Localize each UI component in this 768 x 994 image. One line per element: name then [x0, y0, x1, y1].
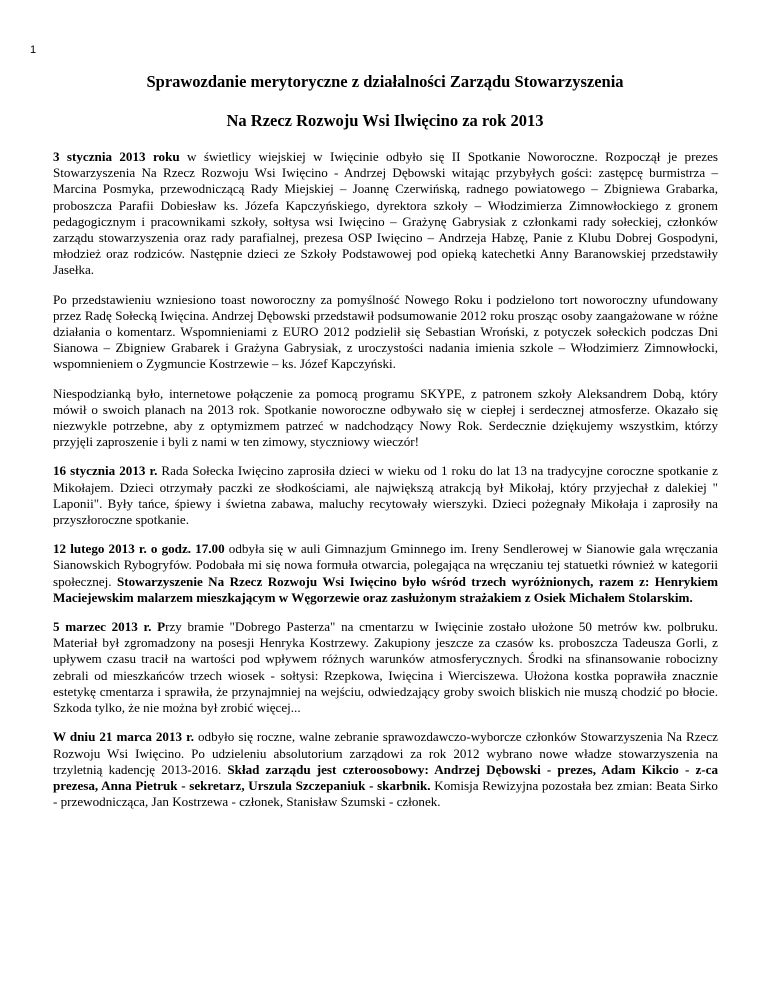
- paragraph-toast: [53, 292, 718, 373]
- page-number: 1: [30, 44, 37, 56]
- paragraph-highlight: Stowarzyszenie Na Rzecz Rozwoju Wsi Iwięcino było wśród trzech wyróżnionych, razem z: Henrykiem Maciejewskim malarzem mieszkającym w Węgorzewie oraz zasłużonym strażakiem z Osiek Michałem Stolarskim.: [53, 573, 718, 605]
- paragraph-highlight: Skład zarządu jest czteroosobowy: Andrzej Dębowski - prezes, Adam Kikcio - z-ca prezesa, Anna Pietruk - sekretarz, Urszula Szczepaniuk - skarbnik.: [53, 761, 719, 793]
- paragraph-text-tail: Komisja Rewizyjna pozostała bez zmian: Beata Sirko - przewodnicząca, Jan Kostrzewa - członek, Stanisław Szumski - członek.: [53, 777, 718, 810]
- paragraph-text: Po przedstawieniu wzniesiono toast noworoczny za pomyślność Nowego Roku i podzielono tort noworoczny ufundowany przez Radę Sołecką Iwięcina. Andrzej Dębowski przedstawił podsumowanie 2012 roku prosząc osoby zaangażowane w różne działania o komentarz. Wspomnieniami z EURO 2012 podzielił się Sebastian Wroński, z potyczek sołeckich podczas Dni Sianowa – Zbigniew Grabarek i Grażyna Gabrysiak, z uroczystości nadania imienia szkole – Włodzimierz Zimnowłocki, wspomnieniem o Zygmuncie Kostrzewie – ks. Józef Kapczyński.: [53, 291, 718, 372]
- paragraph-date: 12 lutego 2013 r. o godz. 17.00: [53, 541, 225, 557]
- paragraph-text: Niespodzianką było, internetowe połączenie za pomocą programu SKYPE, z patronem szkoły Aleksandrem Dobą, który mówił o swoich planach na 2013 rok. Spotkanie noworoczne odbywało się w ciepłej i serdecznej atmosferze. Okazało się niezwykle potrzebne, aby z optymizmem patrzeć w nadchodzący Nowy Rok. Serdecznie dziękujemy wszystkim, którzy przyjęli zaproszenie i byli z nami w ten zimowy, styczniowy wieczór!: [53, 385, 718, 450]
- paragraph-walne-zebranie: [53, 729, 718, 810]
- paragraph-date: W dniu 21 marca 2013 r.: [53, 729, 194, 745]
- paragraph-text: rzy bramie "Dobrego Pasterza" na cmentarzu w Iwięcinie zostało ułożone 50 metrów kw. polbruku. Materiał był zgromadzony na posesji Henryka Kostrzewy. Zakupiony jeszcze za czasów ks. proboszcza Tadeusza Gorli, z upływem czasu tracił na wartości pod wpływem różnych warunków atmosferycznych. Środki na sfinansowanie robocizny zebrali od mieszkańców trzech wiosek - sołtysi: Rzepkowa, Iwięcina i Wierciszewa. Ułożona kostka poprawiła znacznie estetykę cmentarza i sprawiła, że przynajmniej na wejściu, odwiedzający groby swoich bliskich nie muszą chodzić po błocie. Szkoda tylko, że nie można był zrobić więcej...: [53, 619, 718, 716]
- paragraph-date: 16 stycznia 2013 r.: [53, 463, 158, 479]
- paragraph-text: odbyło się roczne, walne zebranie sprawozdawczo-wyborcze członków Stowarzyszenia Na Rzecz Rozwoju Wsi Iwięcino. Po udzieleniu absolutorium zarządowi za rok 2012 wybrano nowe władze stowarzyszenia na trzyletnią kadencję 2013-2016.: [53, 729, 718, 777]
- paragraph-text: w świetlicy wiejskiej w Iwięcinie odbyło się II Spotkanie Noworoczne. Rozpoczął je prezes Stowarzyszenia Na Rzecz Rozwoju Wsi Iwięcino - Andrzej Dębowski witając przybyłych gości: zastępcę burmistrza – Marcina Posmyka, przewodniczącą Rady Miejskiej – Joannę Czerwińską, radnego powiatowego – Zbigniewa Grabarka, proboszcza Parafii Dobiesław ks. Józefa Kapczyńskiego, dyrektora szkoły – Włodzimierza Zimnowłockiego z gronem pedagogicznym i pracownikami szkoły, sołtysa wsi Iwięcino – Grażynę Gabrysiak z członkami rady sołeckiej, członków zarządu stowarzyszenia oraz rady parafialnej, prezesa OSP Iwięcino – Andrzeja Habzę, Panie z Klubu Dobrej Gospodyni, młodzież oraz rodziców. Następnie dzieci ze Szkoły Podstawowej pod opieką katechetki Anny Baranowskiej przedstawiły Jasełka.: [53, 149, 718, 278]
- document-body: [53, 149, 718, 823]
- document-title: Sprawozdanie merytoryczne z działalności Zarządu Stowarzyszenia: [146, 72, 624, 91]
- paragraph-mikolaj: [53, 463, 718, 528]
- paragraph-spotkanie-noworoczne: [53, 149, 718, 279]
- document-subtitle: Na Rzecz Rozwoju Wsi Ilwięcino za rok 2013: [226, 111, 544, 130]
- paragraph-cmentarz: [53, 619, 718, 716]
- paragraph-date: 5 marzec 2013 r. P: [53, 619, 166, 635]
- paragraph-date: 3 stycznia 2013 roku: [53, 149, 180, 164]
- paragraph-rybogryfy: [53, 541, 718, 606]
- paragraph-text: odbyła się w auli Gimnazjum Gminnego im. Ireny Sendlerowej w Sianowie gala wręczania Sianowskich Rybogryfów. Podobała mi się nowa formuła otwarcia, polegająca na wręczaniu tej statuetki również w kategorii społecznej.: [53, 541, 718, 589]
- paragraph-skype: [53, 386, 718, 451]
- paragraph-text: Rada Sołecka Iwięcino zaprosiła dzieci w wieku od 1 roku do lat 13 na tradycyjne coroczne spotkanie z Mikołajem. Dzieci otrzymały paczki ze słodkościami, ale największą atrakcją był Mikołaj, który przyjechał z dalekiej " Laponii". Były tańce, śpiewy i świetna zabawa, maluchy recytowały wierszyki. Dzieci pożegnały Mikołaja i zaprosiły na przyszłoroczne spotkanie.: [53, 463, 718, 528]
